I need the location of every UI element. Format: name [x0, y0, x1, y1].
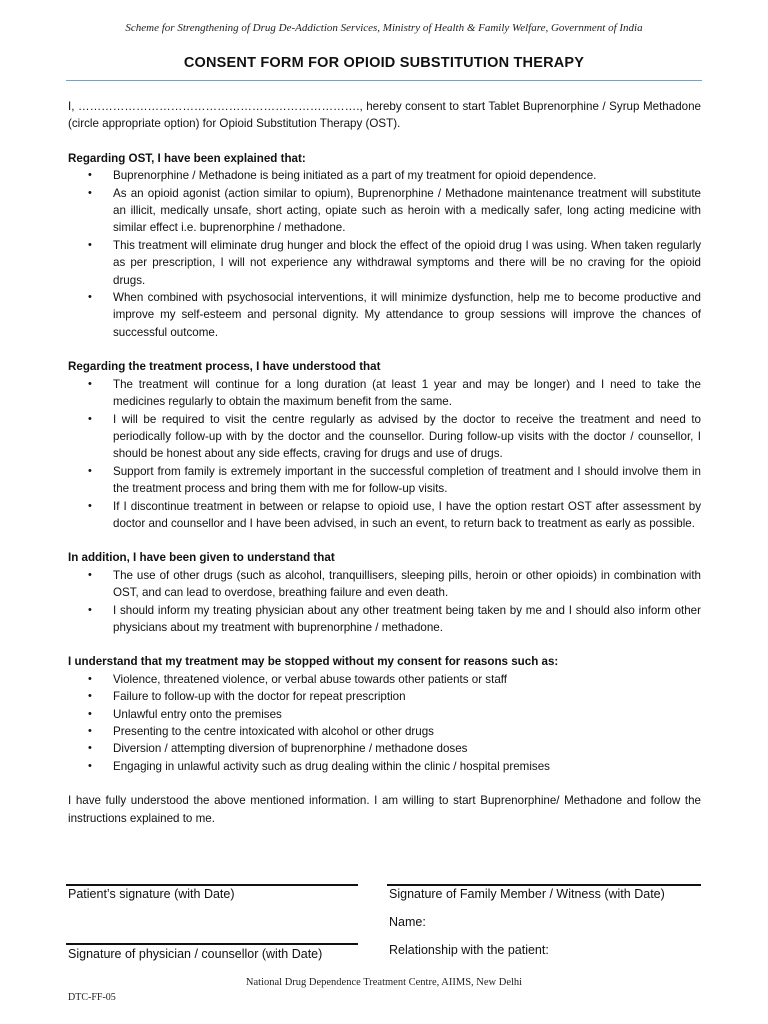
- witness-signature-label: Signature of Family Member / Witness (with Date): [389, 887, 665, 901]
- list-item: [68, 671, 701, 688]
- list-item: [68, 237, 701, 289]
- bullet-icon: •: [88, 238, 92, 251]
- list-item: [68, 688, 701, 705]
- list-item-text: Support from family is extremely important in the successful completion of treatment and I should involve them in the treatment process and bring them with me for follow-up visits.: [113, 464, 701, 496]
- sections-container: [68, 150, 701, 775]
- list-item: [68, 376, 701, 411]
- list-item-text: Engaging in unlawful activity such as drug dealing within the clinic / hospital premises: [113, 759, 550, 773]
- physician-signature-line[interactable]: [66, 943, 358, 945]
- bullet-icon: •: [88, 291, 92, 304]
- bullet-list: [68, 671, 701, 775]
- patient-signature-line[interactable]: [66, 884, 358, 886]
- bullet-icon: •: [88, 169, 92, 182]
- bullet-icon: •: [88, 742, 92, 755]
- bullet-icon: •: [88, 186, 92, 199]
- list-item: [68, 463, 701, 498]
- list-item: [68, 289, 701, 341]
- list-item: [68, 498, 701, 533]
- patient-signature-label: Patient’s signature (with Date): [68, 887, 235, 901]
- relationship-label: Relationship with the patient:: [389, 943, 549, 957]
- witness-name-label: Name:: [389, 915, 426, 929]
- bullet-icon: •: [88, 464, 92, 477]
- list-item-text: Unlawful entry onto the premises: [113, 707, 282, 721]
- form-body: [68, 98, 701, 827]
- bullet-list: [68, 376, 701, 533]
- bullet-icon: •: [88, 499, 92, 512]
- bullet-icon: •: [88, 568, 92, 581]
- list-item: [68, 567, 701, 602]
- form-title: CONSENT FORM FOR OPIOID SUBSTITUTION THERAPY: [183, 55, 585, 71]
- section-heading: I understand that my treatment may be stopped without my consent for reasons such as:: [68, 655, 559, 669]
- bullet-icon: •: [88, 412, 92, 425]
- list-item-text: If I discontinue treatment in between or relapse to opioid use, I have the option restart OST after assessment by doctor and counsellor and I have been advised, in such an event, to return back to treatment as early as possible.: [113, 499, 701, 530]
- title-divider: [66, 80, 702, 81]
- section-heading: Regarding OST, I have been explained that:: [68, 151, 306, 165]
- section-heading: Regarding the treatment process, I have understood that: [68, 360, 381, 374]
- bullet-icon: •: [88, 707, 92, 720]
- list-item: [68, 758, 701, 775]
- list-item: [68, 740, 701, 757]
- footer-institution: National Drug Dependence Treatment Centre, AIIMS, New Delhi: [245, 977, 523, 988]
- witness-signature-line[interactable]: [387, 884, 701, 886]
- header-note: Scheme for Strengthening of Drug De-Addiction Services, Ministry of Health & Family Welfare, Government of India: [125, 22, 643, 34]
- physician-signature-label: Signature of physician / counsellor (with Date): [68, 947, 323, 961]
- closing-statement: I have fully understood the above mentioned information. I am willing to start Buprenorphine/ Methadone and follow the instructions explained to me.: [68, 794, 701, 825]
- bullet-icon: •: [88, 725, 92, 737]
- bullet-icon: •: [88, 759, 92, 772]
- list-item-text: As an opioid agonist (action similar to opium), Buprenorphine / Methadone maintenance treatment will substitute an illicit, medically unsafe, short acting, opiate such as heroin with a medically safer, long acting medicine with similar effect i.e. buprenorphine / methadone.: [113, 186, 701, 235]
- list-item-text: Buprenorphine / Methadone is being initiated as a part of my treatment for opioid dependence.: [113, 169, 597, 183]
- list-item-text: This treatment will eliminate drug hunger and block the effect of the opioid drug I was using. When taken regularly as per prescription, I will not experience any withdrawal symptoms and there will be no craving for the opioid drugs.: [113, 238, 701, 287]
- list-item-text: The use of other drugs (such as alcohol, tranquillisers, sleeping pills, heroin or other opioids) in combination with OST, and can lead to overdose, breathing failure and even death.: [113, 568, 701, 600]
- list-item-text: Presenting to the centre intoxicated with alcohol or other drugs: [113, 725, 434, 738]
- bullet-icon: •: [88, 377, 92, 390]
- consent-intro: I, ………………………………………………………………., hereby consent to start Tablet Buprenorphine / Syrup Methadone (circle appropriate option) for Opioid Substitution Therapy (OST).: [68, 100, 701, 131]
- list-item: [68, 602, 701, 637]
- bullet-list: [68, 567, 701, 637]
- document-code: DTC-FF-05: [68, 992, 116, 1003]
- section-heading: In addition, I have been given to understand that: [68, 551, 335, 565]
- list-item-text: I will be required to visit the centre regularly as advised by the doctor to receive the treatment and need to periodically follow-up with by the doctor and the counsellor. During follow-up visits with the doctor / counsellor, I should be honest about any side effects, craving for drugs and use of drugs.: [113, 412, 701, 461]
- bullet-icon: •: [88, 672, 92, 685]
- list-item: [68, 167, 701, 184]
- list-item-text: When combined with psychosocial interventions, it will minimize dysfunction, help me to become productive and improve my self-esteem and personal dignity. My attendance to group sessions will improve the chances of successful outcome.: [113, 291, 701, 339]
- bullet-list: [68, 167, 701, 341]
- list-item: [68, 411, 701, 463]
- bullet-icon: •: [88, 690, 92, 703]
- bullet-icon: •: [88, 603, 92, 616]
- list-item-text: Failure to follow-up with the doctor for repeat prescription: [113, 690, 406, 704]
- list-item: [68, 706, 701, 723]
- list-item: [68, 723, 701, 740]
- list-item-text: Diversion / attempting diversion of buprenorphine / methadone doses: [113, 742, 468, 756]
- list-item: [68, 185, 701, 237]
- list-item-text: Violence, threatened violence, or verbal abuse towards other patients or staff: [113, 672, 508, 686]
- list-item-text: The treatment will continue for a long duration (at least 1 year and may be longer) and I need to take the medicines regularly to obtain the maximum benefit from the same.: [113, 377, 701, 409]
- list-item-text: I should inform my treating physician about any other treatment being taken by me and I should also inform other physicians about my treatment with buprenorphine / methadone.: [113, 603, 701, 634]
